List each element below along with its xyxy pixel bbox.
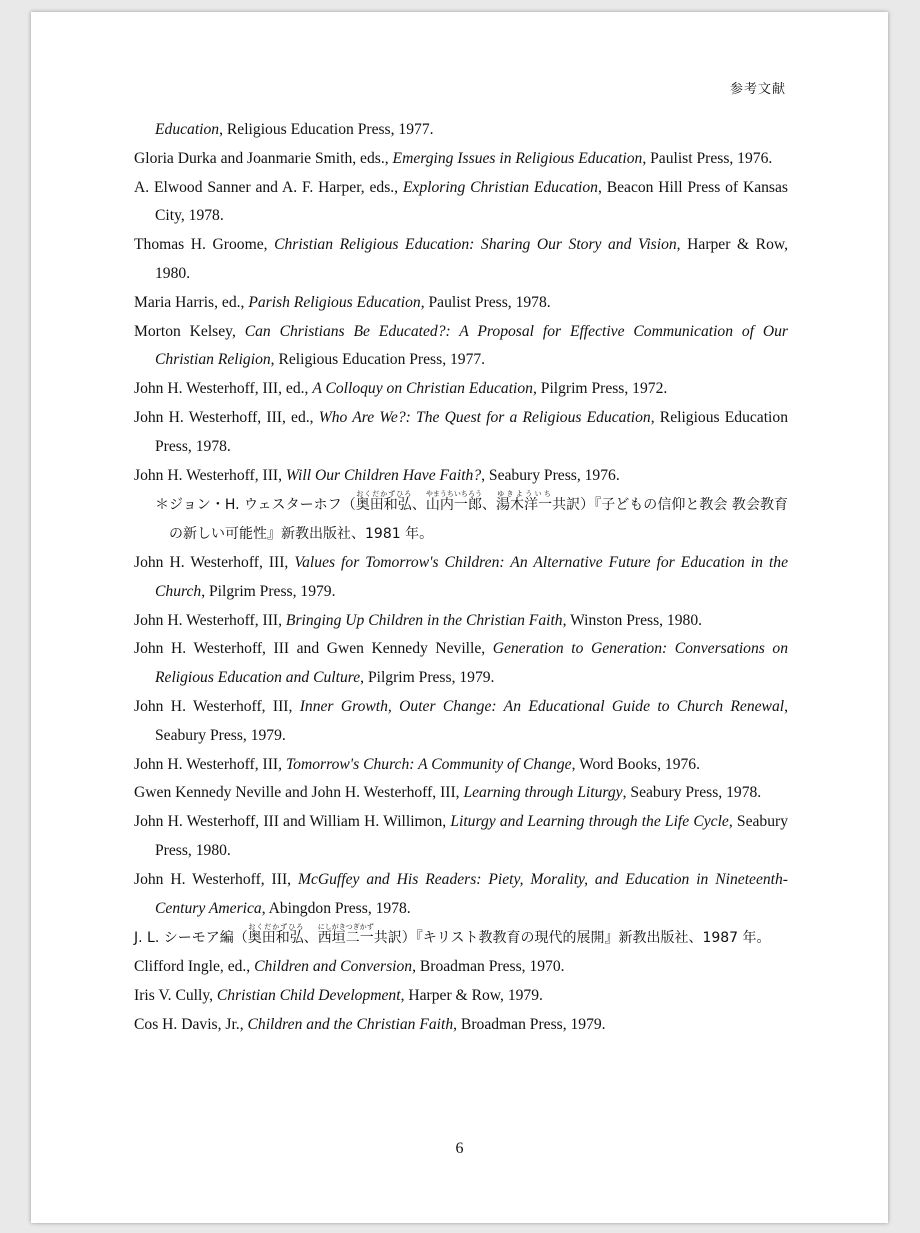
entry-title: Tomorrow's Church: A Community of Change (285, 755, 572, 773)
entry-publication: , Harper & Row, 1980. (155, 236, 789, 282)
entry-title: Education (155, 121, 220, 138)
entry-title: Inner Growth, Outer Change: An Educational Guide to Church Renewal (299, 697, 785, 715)
entry-title: Values for Tomorrow's Children: An Alternative Future for Education in the Church (155, 553, 788, 600)
entry-publication: , Pilgrim Press, 1972. (532, 380, 668, 398)
entry-publication: , Religious Education Press, 1977. (270, 351, 486, 369)
entry-publication: , Paulist Press, 1976. (642, 149, 773, 167)
bibliography-entry (134, 635, 788, 693)
entry-authors: Gloria Durka and Joanmarie Smith, eds., (134, 149, 393, 167)
entry-publication: , Religious Education Press, 1977. (219, 121, 434, 138)
bibliography-list (134, 116, 788, 1040)
translator-name: 湯木洋一ゆきよういち (496, 490, 553, 514)
entry-authors: John H. Westerhoff, III, (134, 553, 295, 571)
entry-authors: Thomas H. Groome, (134, 236, 275, 254)
entry-title: Who Are We?: The Quest for a Religious Education (318, 408, 651, 426)
separator: 、 (303, 930, 318, 947)
bibliography-entry (134, 866, 788, 924)
bibliography-entry (134, 808, 788, 866)
entry-authors: Morton Kelsey, (134, 322, 245, 340)
entry-title: McGuffey and His Readers: Piety, Morality, and Education in Nineteenth-Century America (155, 870, 788, 917)
entry-publication: , Religious Education Press, 1978. (155, 408, 788, 455)
entry-publication: , Word Books, 1976. (571, 755, 700, 773)
entry-authors: J. L. シーモア編（ (134, 930, 248, 947)
entry-publication: , Pilgrim Press, 1979. (360, 669, 495, 687)
entry-title: Liturgy and Learning through the Life Cycle (450, 813, 729, 831)
bibliography-entry (134, 751, 788, 780)
entry-authors: Cos H. Davis, Jr., (134, 1015, 248, 1033)
bibliography-entry (134, 145, 788, 174)
entry-title: Will Our Children Have Faith? (285, 466, 482, 484)
bibliography-entry (134, 231, 788, 289)
entry-authors: John H. Westerhoff, III, (134, 697, 300, 715)
entry-publication: , Broadman Press, 1970. (412, 958, 565, 976)
separator: 、 (411, 497, 426, 514)
bibliography-entry (134, 953, 788, 982)
entry-title: Christian Child Development (216, 986, 401, 1004)
bibliography-entry (134, 779, 788, 808)
document-page (31, 12, 888, 1223)
translator-name: 奥田和弘おくだかずひろ (247, 923, 304, 947)
entry-title: Children and the Christian Faith (247, 1015, 454, 1033)
bibliography-entry (134, 923, 788, 953)
entry-title: Christian Religious Education: Sharing Our Story and Vision (274, 236, 677, 254)
entry-authors: John H. Westerhoff, III, (134, 870, 298, 888)
bibliography-entry (134, 289, 788, 318)
bibliography-entry (134, 607, 788, 636)
entry-title: Children and Conversion (254, 958, 413, 976)
page-number: 6 (455, 1140, 464, 1157)
bibliography-entry (134, 1011, 788, 1040)
entry-title: Learning through Liturgy (463, 784, 623, 802)
entry-publication: , Seabury Press, 1976. (481, 466, 620, 484)
entry-authors: Gwen Kennedy Neville and John H. Westerhoff, III, (134, 784, 464, 802)
entry-authors: John H. Westerhoff, III, (134, 755, 286, 773)
entry-authors: John H. Westerhoff, III, ed., (134, 408, 319, 426)
entry-publication: , Abingdon Press, 1978. (261, 899, 411, 917)
entry-authors: John H. Westerhoff, III, (134, 466, 286, 484)
entry-authors: John H. Westerhoff, III, (134, 611, 286, 629)
bibliography-entry (134, 116, 788, 145)
entry-publication: , Seabury Press, 1979. (155, 697, 788, 744)
entry-title: Can Christians Be Educated?: A Proposal for Effective Communication of Our Christian Religion (155, 322, 789, 369)
entry-publication: , Paulist Press, 1978. (420, 293, 551, 311)
entry-authors: John H. Westerhoff, III, ed., (134, 380, 313, 398)
entry-publication: , Pilgrim Press, 1979. (201, 582, 336, 600)
entry-authors: John H. Westerhoff, III and William H. Willimon, (134, 813, 451, 831)
translator-name: 山内一郎やまうちいちろう (425, 490, 482, 514)
entry-authors: Iris V. Cully, (134, 986, 217, 1004)
translation-suffix: 共訳）『子どもの信仰と教会 教会教育の新しい可能性』新教出版社、1981 年。 (169, 497, 789, 543)
entry-title: Bringing Up Children in the Christian Faith (285, 611, 563, 629)
entry-publication: , Beacon Hill Press of Kansas City, 1978. (155, 178, 788, 225)
bibliography-entry (134, 318, 788, 376)
entry-publication: 共訳）『キリスト教教育の現代的展開』新教出版社、1987 年。 (373, 930, 771, 947)
separator: 、 (481, 497, 496, 514)
bibliography-entry (134, 174, 788, 232)
bibliography-entry (134, 375, 788, 404)
entry-title: A Colloquy on Christian Education (312, 380, 533, 398)
entry-authors: Clifford Ingle, ed., (134, 958, 255, 976)
bibliography-entry (134, 982, 788, 1011)
translator-name: 西垣二一にしがきつぎかず (317, 923, 374, 947)
entry-publication: , Seabury Press, 1980. (155, 813, 789, 859)
entry-authors: John H. Westerhoff, III and Gwen Kennedy Neville, (134, 640, 493, 658)
bibliography-entry (134, 549, 788, 607)
translation-note (134, 490, 788, 549)
entry-authors: Maria Harris, ed., (134, 293, 249, 311)
translator-name: 奥田和弘おくだかずひろ (355, 490, 412, 514)
running-header: 参考文献 (729, 82, 786, 97)
entry-publication: , Seabury Press, 1978. (622, 784, 762, 802)
entry-authors: A. Elwood Sanner and A. F. Harper, eds., (134, 178, 403, 196)
entry-title: Emerging Issues in Religious Education (392, 149, 643, 167)
bibliography-entry (134, 462, 788, 491)
entry-publication: , Winston Press, 1980. (562, 611, 703, 629)
entry-title: Exploring Christian Education (402, 178, 598, 196)
bibliography-entry (134, 693, 788, 751)
translation-prefix: ＊ジョン・H. ウェスターホフ（ (155, 497, 356, 514)
entry-publication: , Broadman Press, 1979. (453, 1015, 606, 1033)
bibliography-entry (134, 404, 788, 462)
entry-publication: , Harper & Row, 1979. (400, 986, 543, 1004)
entry-title: Parish Religious Education (248, 293, 421, 311)
entry-title: Generation to Generation: Conversations on Religious Education and Culture (155, 640, 788, 687)
